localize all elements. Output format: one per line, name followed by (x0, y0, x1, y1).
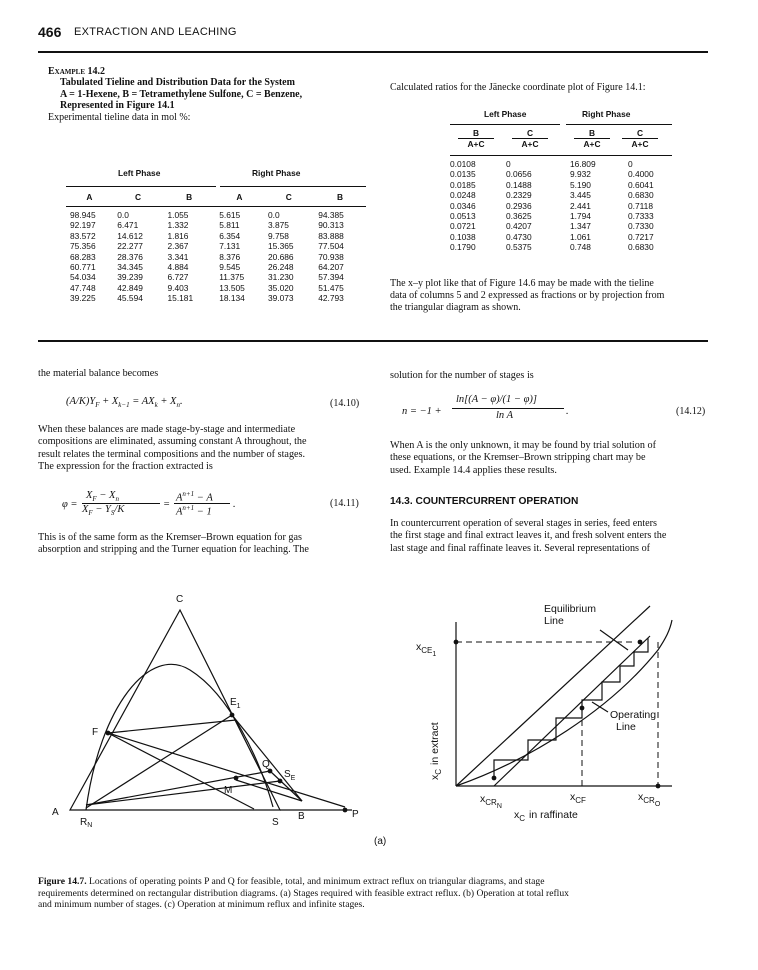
example-title-line: Tabulated Tieline and Distribution Data for the System (60, 77, 295, 88)
equation-number-14-11: (14.11) (330, 498, 359, 509)
left-p3 (38, 532, 366, 557)
panel-label: (a) (374, 836, 387, 847)
table-cell: 0.6041 (628, 179, 654, 190)
table-cell: 8.376 (219, 251, 241, 262)
table-cell: 9.545 (219, 262, 241, 273)
table-cell: 9.403 (167, 282, 189, 293)
table-header-row (66, 192, 366, 202)
example-title-line: A = 1-Hexene, B = Tetramethylene Sulfone, C = Benzene, (60, 88, 303, 100)
table-cell: 15.365 (267, 241, 294, 252)
table-cell: 0.2329 (506, 190, 532, 201)
triangular-diagram (40, 585, 380, 835)
table-row (446, 232, 672, 242)
table-cell: 5.811 (219, 220, 240, 231)
table-cell: 0.1790 (450, 242, 476, 253)
leader-equilibrium (600, 630, 628, 650)
xce1-label: $x_{CE1}$ (416, 641, 437, 658)
table-cell: 0.0135 (450, 169, 476, 180)
table-cell: 0.7330 (628, 221, 654, 232)
table-cell: 22.277 (117, 241, 143, 252)
x-axis-label: $x_C$ in raffinate (514, 809, 578, 823)
table-cell: 0.0185 (450, 179, 476, 190)
table-cell: 2.367 (167, 241, 189, 252)
triangle-outline (70, 610, 280, 810)
left-p3-line: This is of the same form as the Kremser–Brown equation for gas (38, 532, 302, 543)
table-cell: 92.197 (70, 220, 96, 231)
operating-label-2: Line (616, 721, 636, 733)
table-cell: 54.034 (70, 272, 96, 283)
caption-line-3: and minimum number of stages. (c) Operation at minimum reflux and infinite stages. (38, 899, 365, 911)
example-title (60, 77, 366, 112)
table-cell: 0.0721 (450, 221, 476, 232)
table-cell: 42.849 (117, 282, 143, 293)
table-cell: 35.020 (267, 282, 294, 293)
table-row (66, 283, 366, 293)
table-row (66, 210, 366, 220)
table-cell: 0.0513 (450, 211, 476, 222)
table-row (446, 159, 672, 169)
tieline-body (66, 210, 366, 304)
example-title-line: Represented in Figure 14.1 (60, 100, 175, 111)
table-row (446, 221, 672, 231)
table-cell: 13.505 (219, 282, 245, 293)
left-p2-line: The expression for the fraction extracted is (38, 461, 213, 473)
table-cell: 1.061 (570, 231, 591, 242)
col-header: A (236, 192, 243, 202)
ratio-headers (450, 128, 672, 154)
table-cell: 34.345 (117, 262, 143, 273)
table-cell: 0.5375 (506, 242, 532, 253)
table-cell: 1.055 (167, 210, 189, 220)
ratio-col-header (622, 128, 658, 149)
ratio-col-numerator: C (512, 128, 548, 139)
col-header: A (86, 192, 93, 202)
point-e1 (230, 713, 235, 718)
table-cell: 0.0346 (450, 200, 476, 211)
example-subtitle: Experimental tieline data in mol %: (48, 111, 191, 123)
point-f (106, 731, 111, 736)
right-p1: solution for the number of stages is (390, 370, 534, 381)
point-p (343, 808, 348, 813)
label-m: M (224, 785, 233, 796)
xcf-label: $x_{CF}$ (570, 791, 586, 805)
table-cell: 0.6830 (628, 242, 654, 253)
label-s: S (272, 817, 279, 828)
table-row (66, 262, 366, 272)
equation-number-14-12: (14.12) (676, 406, 706, 417)
table-row (66, 220, 366, 230)
ratio-col-numerator: C (622, 128, 658, 139)
xcro-label: $x_{CRO}$ (638, 791, 661, 808)
ratio-right-phase-label: Right Phase (582, 109, 631, 119)
example-label: Example 14.2 (48, 66, 106, 77)
table-cell: 47.748 (70, 282, 96, 293)
col-header: B (186, 192, 193, 202)
table-row (446, 169, 672, 179)
label-rn: $R_N$ (80, 817, 93, 829)
table-cell: 64.207 (318, 262, 344, 273)
table-cell: 45.594 (117, 293, 143, 304)
tieline-data-table (66, 192, 366, 202)
table-row (446, 242, 672, 252)
col-header: C (285, 192, 292, 202)
ratio-note (390, 278, 708, 314)
left-phase-label: Left Phase (118, 168, 161, 178)
table-cell: 0.7217 (628, 231, 654, 242)
label-p: P (352, 809, 359, 820)
page-number: 466 (38, 24, 62, 40)
y-axis-label: $x_Cin$ extract (429, 722, 443, 780)
ratio-col-numerator: B (574, 128, 610, 139)
ratio-col-header (458, 128, 494, 149)
table-cell: 51.475 (318, 282, 344, 293)
table-cell: 68.283 (70, 251, 96, 262)
left-p1: the material balance becomes (38, 368, 159, 379)
table-cell: 6.471 (117, 220, 139, 231)
example-top-rule (38, 51, 708, 53)
label-e1: $E_1$ (230, 697, 241, 710)
table-cell: 39.225 (70, 293, 96, 304)
table-row (446, 201, 672, 211)
table-cell: 0.1488 (506, 179, 532, 190)
line-rn-q (86, 771, 270, 805)
left-p2-line: When these balances are made stage-by-stage and intermediate (38, 424, 296, 435)
ratio-col-denominator: A+C (583, 139, 601, 149)
left-p2 (38, 424, 366, 474)
table-cell: 3.341 (167, 251, 189, 262)
col-header: C (134, 192, 141, 202)
point-xcrn (492, 776, 497, 781)
label-q: Q (262, 759, 270, 770)
table-cell: 0.4000 (628, 169, 654, 180)
right-p3-line: In countercurrent operation of several stages in series, feed enters (390, 518, 658, 529)
label-c: C (176, 594, 184, 605)
table-cell: 94.385 (318, 210, 344, 220)
right-p3 (390, 518, 710, 555)
line-rn-e1 (86, 715, 232, 808)
ratio-col-denominator: A+C (467, 139, 485, 149)
table-cell: 0.1038 (450, 231, 476, 242)
table-cell: 77.504 (318, 241, 344, 252)
right-p2-line: When A is the only unknown, it may be found by trial solution of (390, 440, 656, 451)
point-xcf (580, 706, 585, 711)
equilibrium-curve (456, 620, 672, 786)
table-cell: 0 (628, 159, 633, 169)
table-cell: 11.375 (219, 272, 245, 283)
table-cell: 57.394 (318, 272, 344, 283)
caption-line (38, 876, 710, 888)
table-row (446, 190, 672, 200)
equation-14-12: n = −1 + ln[(A − φ)/(1 − φ)] ln A . (402, 394, 569, 421)
right-p3-line: the first stage and final extract leaves it, and fresh solvent enters the (390, 530, 667, 542)
figure-caption (38, 876, 710, 911)
table-cell: 0.748 (570, 242, 591, 253)
table-cell: 26.248 (267, 262, 294, 273)
section-heading: 14.3. COUNTERCURRENT OPERATION (390, 496, 579, 507)
right-p3-line: last stage and final raffinate leaves it. Several representations of (390, 542, 651, 554)
table-cell: 16.809 (570, 159, 596, 169)
table-cell: 20.686 (267, 251, 294, 262)
table-cell: 14.612 (117, 230, 143, 241)
xcrn-label: $x_{CRN}$ (480, 793, 502, 810)
table-row (446, 180, 672, 190)
table-cell: 1.816 (167, 230, 189, 241)
table-cell: 0.0656 (506, 169, 532, 180)
ratio-left-phase-label: Left Phase (484, 109, 527, 119)
table-cell: 0.7333 (628, 211, 654, 222)
right-phase-label: Right Phase (252, 168, 301, 178)
table-cell: 39.073 (267, 293, 294, 304)
ratio-note-line: The x–y plot like that of Figure 14.6 may be made with the tieline (390, 278, 654, 289)
label-a: A (52, 807, 59, 818)
table-cell: 5.190 (570, 179, 591, 190)
example-bottom-rule (38, 340, 708, 342)
table-row (66, 272, 366, 282)
table-row (66, 252, 366, 262)
table-cell: 31.230 (267, 272, 294, 283)
table-cell: 6.727 (167, 272, 189, 283)
table-cell: 42.793 (318, 293, 344, 304)
table-cell: 0.7118 (628, 200, 653, 211)
point-xcro (656, 784, 661, 789)
point-m (234, 776, 239, 781)
equation-14-10: $(A/K)Y_F + X_{k-1} = AX_k + X_n$. (66, 396, 183, 410)
right-p2-line: used. Example 14.4 applies these results. (390, 464, 557, 476)
table-cell: 3.445 (570, 190, 591, 201)
table-cell: 1.347 (570, 221, 591, 232)
ratio-col-header (574, 128, 610, 149)
equation-number-14-10: (14.10) (330, 398, 360, 409)
label-f: F (92, 727, 99, 738)
table-cell: 0.0108 (450, 159, 476, 169)
table-cell: 0.0 (117, 210, 129, 220)
tieline-f-e1 (108, 720, 236, 733)
point-top (638, 640, 643, 645)
table-cell: 15.181 (167, 293, 194, 304)
left-phase-rule (66, 186, 216, 187)
table-header-rule (66, 206, 366, 207)
table-cell: 83.888 (318, 230, 344, 241)
col-header: B (336, 192, 343, 202)
table-cell: 28.376 (117, 251, 143, 262)
table-row (446, 211, 672, 221)
ratio-note-line: data of columns 5 and 2 expressed as fractions or by projection from (390, 290, 665, 301)
table-cell: 70.938 (318, 251, 344, 262)
right-phase-rule (220, 186, 366, 187)
table-cell: 6.354 (219, 230, 241, 241)
stage-steps (494, 638, 648, 778)
equilibrium-label: Equilibrium (544, 603, 596, 615)
distribution-diagram (410, 590, 710, 840)
left-p2-line: result relates the terminal compositions and the number of stages. (38, 448, 306, 460)
table-cell: 9.758 (267, 230, 289, 241)
table-cell: 0.0248 (450, 190, 476, 201)
ratio-body (446, 159, 672, 253)
table-cell: 2.441 (570, 200, 591, 211)
table-cell: 5.615 (219, 210, 241, 220)
operating-label: Operating (610, 709, 657, 721)
table-row (66, 293, 366, 303)
equilibrium-label-2: Line (544, 615, 564, 627)
table-cell: 0.6830 (628, 190, 654, 201)
label-se: $S_E$ (284, 769, 296, 782)
left-p3-line: absorption and stripping and the Turner equation for leaching. The (38, 544, 309, 556)
label-b: B (298, 811, 305, 822)
table-cell: 3.875 (267, 220, 289, 231)
table-cell: 83.572 (70, 230, 96, 241)
table-cell: 1.794 (570, 211, 591, 222)
ratio-col-denominator: A+C (521, 139, 539, 149)
caption-line-1: Locations of operating points P and Q for feasible, total, and minimum extract reflux on triangular diagrams, and stage (89, 876, 545, 887)
ratio-note-line: the triangular diagram as shown. (390, 302, 521, 313)
table-cell: 9.932 (570, 169, 591, 180)
caption-line-2: requirements determined on rectangular distribution diagrams. (a) Stages required with feasible extract reflux. (b) Operation at total reflux (38, 887, 569, 899)
table-cell: 18.134 (219, 293, 245, 304)
ratio-col-denominator: A+C (631, 139, 649, 149)
right-p2-line: these equations, or the Kremser–Brown stripping chart may be (390, 452, 646, 464)
ratio-section (390, 82, 710, 313)
table-cell: 75.356 (70, 241, 96, 252)
ratio-header-rule (450, 155, 672, 156)
table-cell: 98.945 (70, 210, 96, 220)
table-row (66, 231, 366, 241)
table-cell: 60.771 (70, 262, 96, 273)
ratio-left-rule (450, 124, 560, 125)
table-cell: 0.4207 (506, 221, 532, 232)
table-row (66, 241, 366, 251)
ratio-col-header (512, 128, 548, 149)
table-cell: 7.131 (219, 241, 241, 252)
right-p2 (390, 440, 710, 477)
table-cell: 1.332 (167, 220, 189, 231)
ratio-intro: Calculated ratios for the Jänecke coordinate plot of Figure 14.1: (390, 82, 646, 93)
table-cell: 0.2936 (506, 200, 532, 211)
table-cell: 4.884 (167, 262, 189, 273)
caption-label: Figure 14.7. (38, 876, 87, 887)
left-p2-line: compositions are eliminated, assuming constant A throughout, the (38, 436, 307, 448)
example-block (48, 66, 366, 123)
table-cell: 0.0 (267, 210, 280, 220)
table-cell: 0 (506, 159, 511, 169)
point-se (278, 779, 283, 784)
tieline-f-s (108, 733, 254, 809)
ratio-right-rule (566, 124, 672, 125)
table-cell: 0.3625 (506, 211, 532, 222)
equation-14-11: φ = $X_F - X_n$ $X_F - Y_S/K$ = $A^{n+1} - A$ $A^{n+1} - 1$ . (62, 490, 236, 518)
table-cell: 39.239 (117, 272, 143, 283)
table-cell: 90.313 (318, 220, 344, 231)
ratio-col-numerator: B (458, 128, 494, 139)
running-title: EXTRACTION AND LEACHING (74, 26, 237, 38)
table-cell: 0.4730 (506, 231, 532, 242)
equilibrium-line (456, 606, 650, 786)
point-xce1 (454, 640, 459, 645)
